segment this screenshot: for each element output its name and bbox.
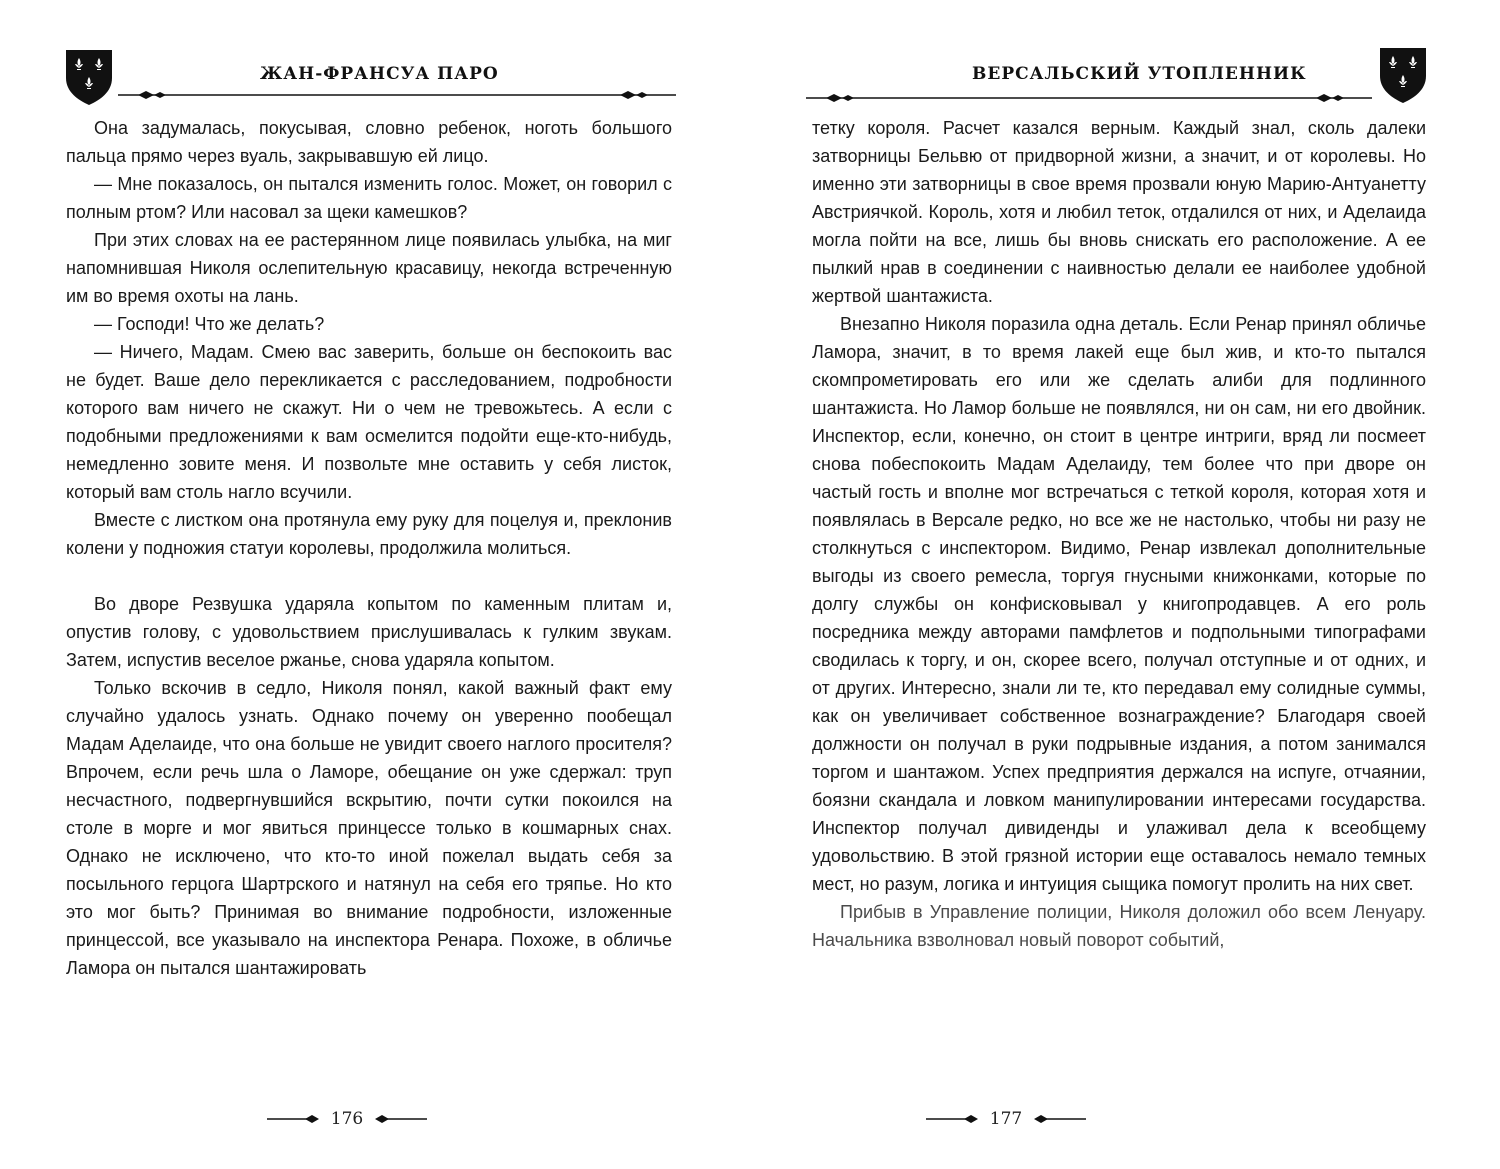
paragraph: При этих словах на ее растерянном лице появилась улыбка, на миг напомнившая Николя ослепительную красавицу, некогда встреченную им во время охоты на лань. [66, 230, 672, 306]
page-number: 177 [989, 1109, 1023, 1129]
text-block [66, 114, 672, 982]
folio-ornament-right [371, 1114, 427, 1124]
page-number-folio [0, 1109, 722, 1129]
paragraph: Во дворе Резвушка ударяла копытом по каменным плитам и, опустив голову, с удовольствием прислушивалась к гулким звукам. Затем, испустив веселое ржанье, снова ударяла копытом. [66, 594, 672, 670]
paragraph: Она задумалась, покусывая, словно ребенок, ноготь большого пальца прямо через вуаль, закрывавшую ей лицо. [66, 118, 672, 166]
page-number: 176 [330, 1109, 364, 1129]
paragraph: — Ничего, Мадам. Смею вас заверить, больше он беспокоить вас не будет. Ваше дело перекликается с расследованием, подробности которого вам ничего не скажут. Ни о чем не тревожьтесь. А если с подобными предложениями к вам осмелится подойти еще-кто-нибудь, немедленно зовите меня. И позвольте мне оставить у себя листок, который вам столь нагло всучили. [66, 342, 672, 502]
fleur-de-lis-shield-icon [64, 48, 114, 106]
paragraph: Внезапно Николя поразила одна деталь. Если Ренар принял обличье Ламора, значит, в то время лакей еще был жив, и кто-то пытался скомпрометировать его или же сделать алиби для подлинного шантажиста. Но Ламор больше не появлялся, ни он сам, ни его двойник. Инспектор, если, конечно, он стоит в центре интриги, вряд ли посмеет снова побеспокоить Мадам Аделаиду, тем более что при дворе он частый гость и вполне мог встречаться с теткой короля, которая хотя и появлялась в Версале редко, но все же не настолько, чтобы ни разу не столкнуться с инспектором. Видимо, Ренар извлекал дополнительные выгоды из своего ремесла, торгуя гнусными книжонками, которые по долгу службы он конфисковывал у книгопродавцев. А его роль посредника между авторами памфлетов и подпольными типографами сводилась к торгу, и он, скорее всего, получал отступные и от одних, и от других. Интересно, знали ли те, кто передавал ему солидные суммы, как он увеличивает собственное вознаграждение? Благодаря своей должности он получал в руки подрывные издания, а потом занимался торгом и шантажом. Успех предприятия держался на испуге, отчаянии, боязни скандала и ловком манипулировании интересами государства. Инспектор получал дивиденды и улаживал дела к всеобщему удовольствию. В этой грязной истории еще оставалось немало темных мест, но разум, логика и интуиция сыщика помогут пролить на них свет. [812, 314, 1426, 894]
right-page [750, 0, 1500, 1169]
paragraph: тетку короля. Расчет казался верным. Каждый знал, сколь далеки затворницы Бельвю от придворной жизни, а значит, и от королевы. Но именно эти затворницы в свое время прозвали юную Марию-Антуанетту Австриячкой. Король, хотя и любил теток, отдалился от них, и Аделаида могла пойти на все, лишь бы вновь снискать его расположение. А ее пылкий нрав в соединении с наивностью делали ее наиболее удобной жертвой шантажиста. [812, 118, 1426, 306]
paragraph: Прибыв в Управление полиции, Николя доложил обо всем Ленуару. Начальника взволновал новый поворот событий, [812, 902, 1426, 950]
folio-ornament-left [926, 1114, 982, 1124]
ornamental-rule [118, 89, 676, 101]
folio-ornament-right [1030, 1114, 1086, 1124]
paragraph: — Мне показалось, он пытался изменить голос. Может, он говорил с полным ртом? Или насовал за щеки камешков? [66, 174, 672, 222]
page-number-folio [631, 1109, 1381, 1129]
fleur-de-lis-shield-icon [1378, 46, 1428, 104]
text-block [812, 114, 1426, 954]
paragraph: Только вскочив в седло, Николя понял, какой важный факт ему случайно удалось узнать. Однако почему он уверенно пообещал Мадам Аделаиде, что она больше не увидит своего наглого просителя? Впрочем, если речь шла о Ламоре, обещание он уже сдержал: труп несчастного, подвергнувшийся вскрытию, почти сутки покоился на столе в морге и мог явиться принцессе только в кошмарных снах. Однако не исключено, что кто-то иной пожелал выдать себя за посыльного герцога Шартрского и натянул на себя его тряпье. Но кто это мог быть? Принимая во внимание подробности, изложенные принцессой, все указывало на инспектора Ренара. Похоже, в обличье Ламора он пытался шантажировать [66, 678, 672, 978]
running-head: ЖАН-ФРАНСУА ПАРО [260, 64, 499, 84]
folio-ornament-left [267, 1114, 323, 1124]
running-head: ВЕРСАЛЬСКИЙ УТОПЛЕННИК [972, 64, 1307, 84]
ornamental-rule [806, 92, 1372, 104]
paragraph: Вместе с листком она протянула ему руку для поцелуя и, преклонив колени у подножия статуи королевы, продолжила молиться. [66, 510, 672, 558]
paragraph: — Господи! Что же делать? [94, 314, 325, 334]
